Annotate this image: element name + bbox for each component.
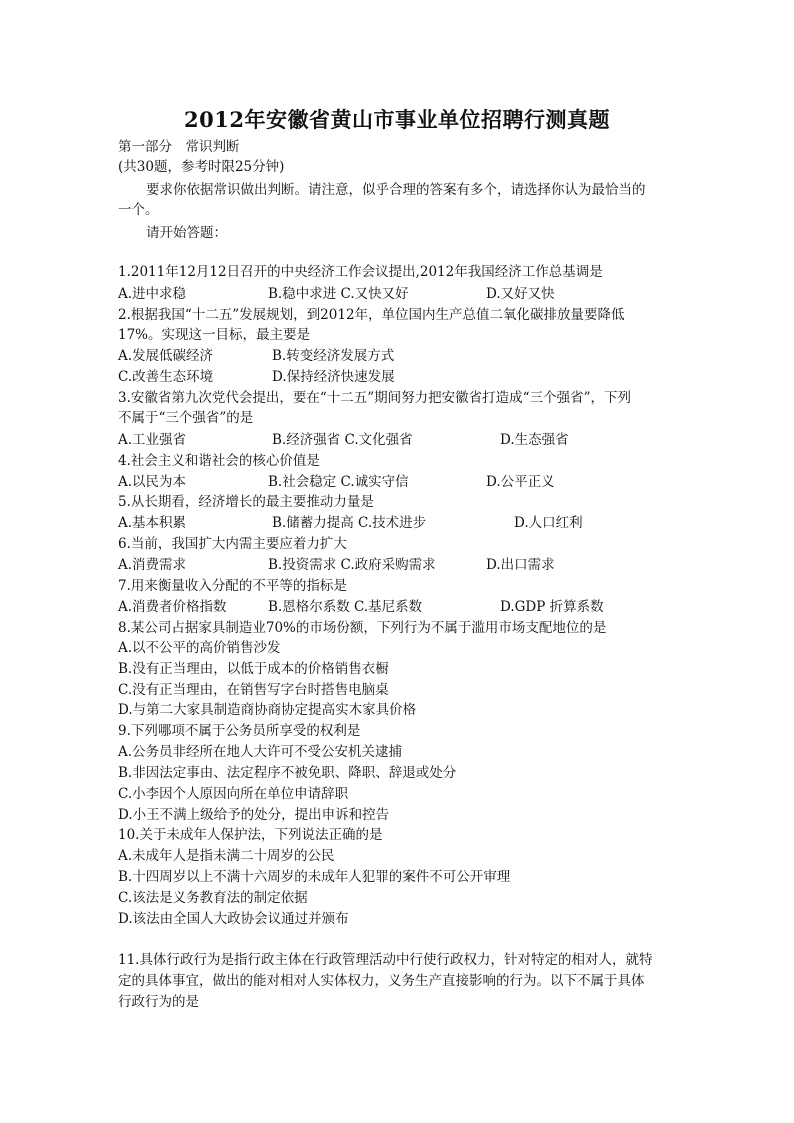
question-8-option-a: A.以不公平的高价销售沙发	[118, 640, 281, 656]
question-3-option-a: A.工业强省	[118, 432, 187, 448]
question-6-option-bc: B.投资需求 C.政府采购需求	[268, 557, 436, 573]
question-9-option-d: D.小王不满上级给予的处分，提出申诉和控告	[118, 807, 390, 823]
question-7-stem: 7.用来衡量收入分配的不平等的指标是	[118, 578, 347, 594]
question-7-option-bc: B.恩格尔系数 C.基尼系数	[268, 599, 423, 615]
instruction-line-2: 一个。	[118, 202, 159, 218]
section-meta: (共30题，参考时限25分钟)	[118, 159, 285, 175]
question-11-stem-1: 11.具体行政行为是指行政主体在行政管理活动中行使行政权力，针对特定的相对人，就特	[118, 952, 653, 968]
question-10-stem: 10.关于未成年人保护法，下列说法正确的是	[118, 827, 383, 843]
start-prompt: 请开始答题：	[146, 225, 227, 241]
question-7-option-a: A.消费者价格指数	[118, 599, 227, 615]
question-5-option-bc: B.储蓄力提高 C.技术进步	[272, 515, 427, 531]
question-6-stem: 6.当前，我国扩大内需主要应着力扩大	[118, 536, 347, 552]
question-10-option-d: D.该法由全国人大政协会议通过并颁布	[118, 911, 349, 927]
section-heading: 第一部分 常识判断	[118, 139, 240, 155]
question-9-stem: 9.下列哪项不属于公务员所享受的权利是	[118, 723, 361, 739]
question-6-option-d: D.出口需求	[486, 557, 555, 573]
question-3-option-d: D.生态强省	[500, 432, 569, 448]
question-10-option-b: B.十四周岁以上不满十六周岁的未成年人犯罪的案件不可公开审理	[118, 869, 511, 885]
question-10-option-c: C.该法是义务教育法的制定依据	[118, 890, 308, 906]
question-8-option-b: B.没有正当理由，以低于成本的价格销售衣橱	[118, 661, 389, 677]
question-1-option-a: A.进中求稳	[118, 286, 187, 302]
question-2-option-c: C.改善生态环境	[118, 369, 214, 385]
question-1-option-d: D.又好又快	[486, 286, 555, 302]
question-4-option-a: A.以民为本	[118, 474, 187, 490]
question-9-option-a: A.公务员非经所在地人大许可不受公安机关逮捕	[118, 744, 403, 760]
question-2-option-a: A.发展低碳经济	[118, 348, 214, 364]
question-1-stem: 1.2011年12月12日召开的中央经济工作会议提出,2012年我国经济工作总基调是	[118, 264, 603, 280]
page-title: 2012年安徽省黄山市事业单位招聘行测真题	[184, 107, 610, 132]
question-4-stem: 4.社会主义和谐社会的核心价值是	[118, 453, 320, 469]
question-3-stem-2: 不属于“三个强省”的是	[118, 410, 254, 426]
question-5-stem: 5.从长期看，经济增长的最主要推动力量是	[118, 494, 374, 510]
question-5-option-a: A.基本积累	[118, 515, 187, 531]
question-4-option-d: D.公平正义	[486, 474, 555, 490]
question-9-option-b: B.非因法定事由、法定程序不被免职、降职、辞退或处分	[118, 765, 457, 781]
instruction-line-1: 要求你依据常识做出判断。请注意，似乎合理的答案有多个，请选择你认为最恰当的	[146, 182, 646, 198]
question-8-option-c: C.没有正当理由，在销售写字台时搭售电脑桌	[118, 682, 389, 698]
question-2-stem-1: 2.根据我国“十二五”发展规划，到2012年，单位国内生产总值二氧化碳排放量要降低	[118, 307, 625, 323]
question-3-option-bc: B.经济强省 C.文化强省	[272, 432, 413, 448]
question-6-option-a: A.消费需求	[118, 557, 187, 573]
question-8-option-d: D.与第二大家具制造商协商协定提高实木家具价格	[118, 702, 417, 718]
question-2-stem-2: 17%。实现这一目标，最主要是	[118, 327, 311, 343]
question-4-option-bc: B.社会稳定 C.诚实守信	[268, 474, 409, 490]
question-1-option-bc: B.稳中求进 C.又快又好	[268, 286, 409, 302]
question-2-option-d: D.保持经济快速发展	[272, 369, 395, 385]
question-11-stem-2: 定的具体事宜，做出的能对相对人实体权力，义务生产直接影响的行为。以下不属于具体	[118, 973, 645, 989]
question-5-option-d: D.人口红利	[514, 515, 583, 531]
question-10-option-a: A.未成年人是指未满二十周岁的公民	[118, 848, 335, 864]
question-11-stem-3: 行政行为的是	[118, 994, 199, 1010]
question-8-stem: 8.某公司占据家具制造业70%的市场份额，下列行为不属于滥用市场支配地位的是	[118, 620, 607, 636]
question-2-option-b: B.转变经济发展方式	[272, 348, 395, 364]
question-7-option-d: D.GDP 折算系数	[500, 599, 604, 615]
question-9-option-c: C.小李因个人原因向所在单位申请辞职	[118, 786, 349, 802]
question-3-stem-1: 3.安徽省第九次党代会提出，要在“十二五”期间努力把安徽省打造成“三个强省”，下列	[118, 390, 631, 406]
